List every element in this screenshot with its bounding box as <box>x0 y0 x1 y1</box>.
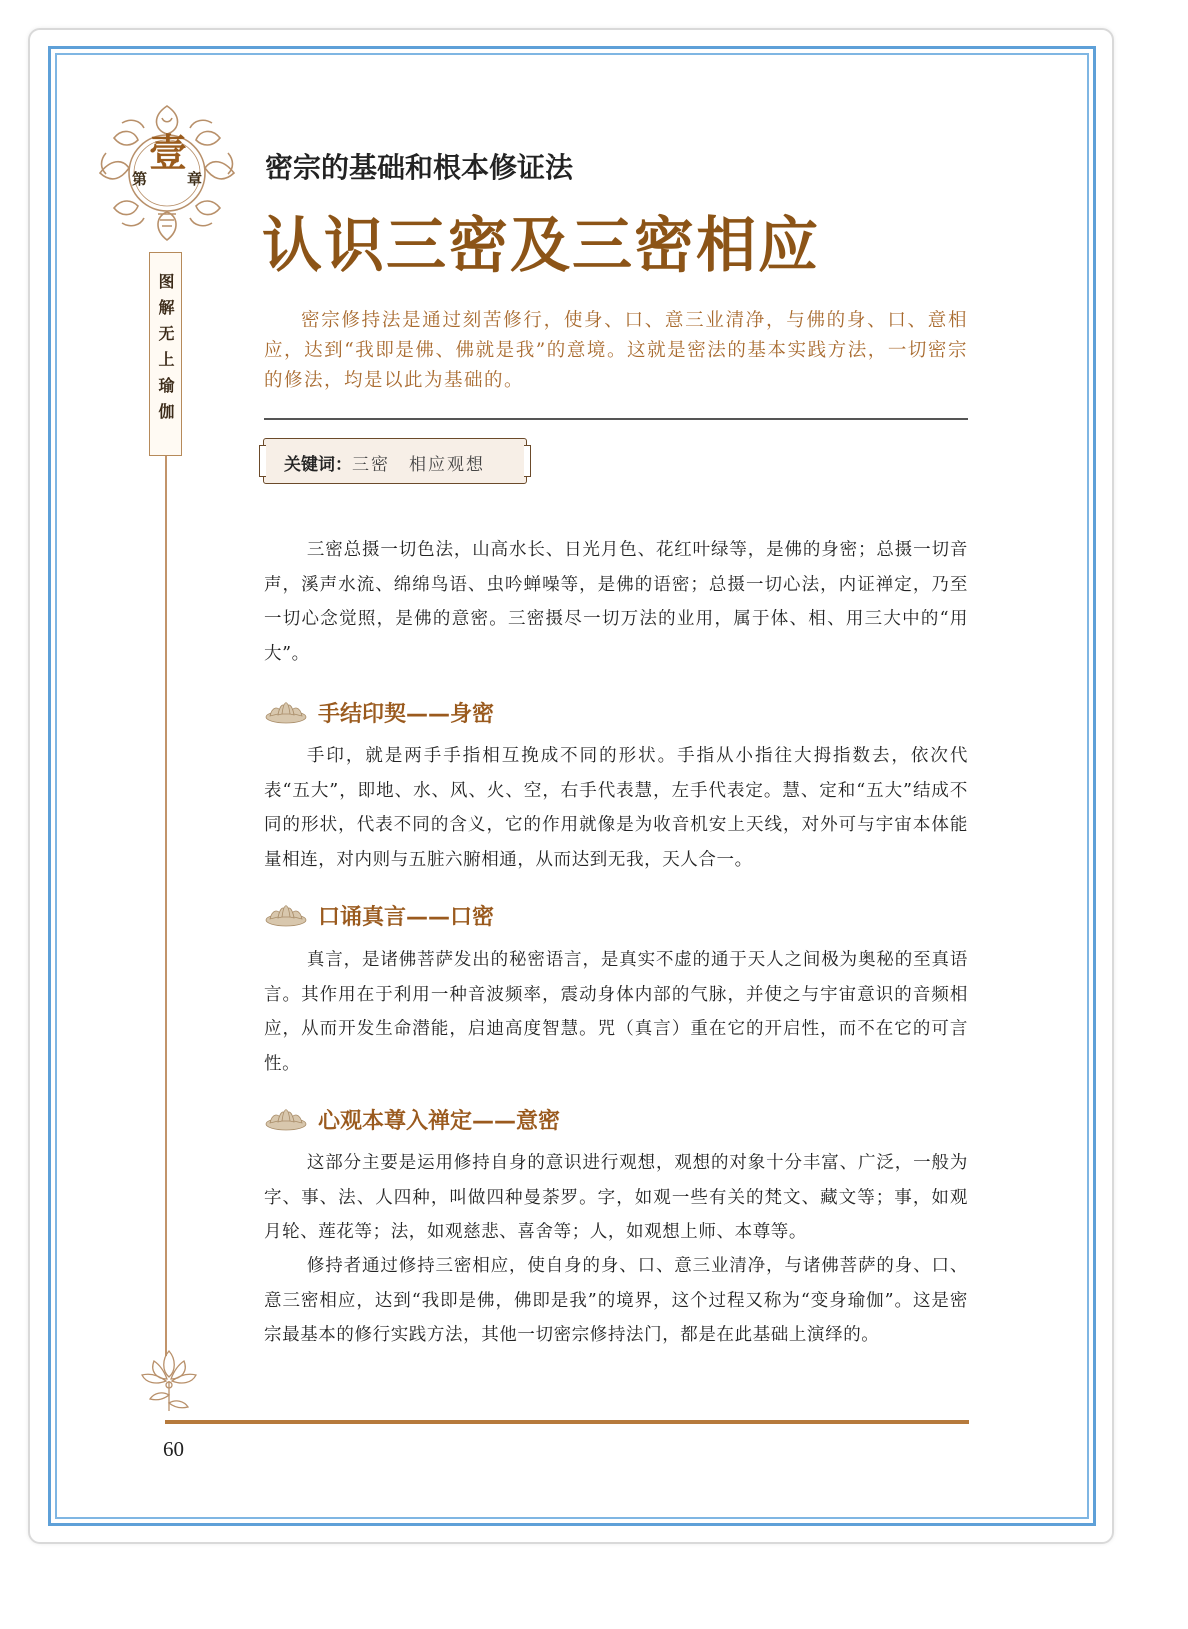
section-heading-text: 口诵真言——口密 <box>318 904 495 930</box>
lotus-bullet-icon <box>264 697 308 727</box>
lotus-bullet-icon <box>264 900 308 930</box>
sidebar-vertical-rule <box>165 456 167 1356</box>
section-heading <box>264 694 494 730</box>
section-paragraph: 修持者通过修持三密相应，使自身的身、口、意三业清净，与诸佛菩萨的身、口、意三密相应，达到“我即是佛，佛即是我”的境界，这个过程又称为“变身瑜伽”。这是密宗最基本的修行实践方法，其他一切密宗修持法门，都是在此基础上演绎的。 <box>264 1256 968 1345</box>
chapter-number: 壹 <box>148 130 187 175</box>
section-heading <box>264 897 494 933</box>
page-title: 认识三密及三密相应 <box>262 211 820 281</box>
chapter-suffix: 章 <box>187 170 203 188</box>
footer-rule <box>165 1420 969 1424</box>
section-paragraph: 真言，是诸佛菩萨发出的秘密语言，是真实不虚的通于天人之间极为奥秘的至真语言。其作用在于利用一种音波频率，震动身体内部的气脉，并使之与宇宙意识的音频相应，从而开发生命潜能，启迪高度智慧。咒（真言）重在它的开启性，而不在它的可言性。 <box>264 950 968 1074</box>
series-title-box <box>149 252 182 456</box>
intro-divider <box>264 418 968 420</box>
section-paragraph: 这部分主要是运用修持自身的意识进行观想，观想的对象十分丰富、广泛，一般为字、事、法、人四种，叫做四种曼荼罗。字，如观一些有关的梵文、藏文等；事，如观月轮、莲花等；法，如观慈悲、喜舍等；人，如观想上师、本尊等。 <box>264 1153 968 1242</box>
page-number: 60 <box>163 1437 184 1461</box>
keyword-box <box>263 438 527 484</box>
opening-paragraph: 三密总摄一切色法，山高水长、日光月色、花红叶绿等，是佛的身密；总摄一切音声，溪声水流、绵绵鸟语、虫吟蝉噪等，是佛的语密；总摄一切心法，内证禅定，乃至一切心念觉照，是佛的意密。三密摄尽一切万法的业用，属于体、相、用三大中的“用大”。 <box>264 540 968 664</box>
section-paragraph: 手印，就是两手手指相互挽成不同的形状。手指从小指往大拇指数去，依次代表“五大”，即地、水、风、火、空，右手代表慧，左手代表定。慧、定和“五大”结成不同的形状，代表不同的含义，它的作用就像是为收音机安上天线，对外可与宇宙本体能量相连，对内则与五脏六腑相通，从而达到无我，天人合一。 <box>264 746 968 870</box>
intro-paragraph: 密宗修持法是通过刻苦修行，使身、口、意三业清净，与佛的身、口、意相应，达到“我即是佛、佛就是我”的意境。这就是密法的基本实践方法，一切密宗的修法，均是以此为基础的。 <box>264 310 968 391</box>
section-heading <box>264 1101 560 1137</box>
chapter-prefix: 第 <box>132 170 148 188</box>
lotus-flower-ornament-icon <box>134 1345 204 1417</box>
lotus-bullet-icon <box>264 1104 308 1134</box>
page-subtitle: 密宗的基础和根本修证法 <box>265 151 574 184</box>
keyword-label: 关键词： <box>284 455 352 475</box>
series-title: 图解无上瑜伽 <box>156 273 175 429</box>
keyword-values: 三密 相应观想 <box>352 455 485 475</box>
section-heading-text: 心观本尊入禅定——意密 <box>318 1108 561 1134</box>
section-heading-text: 手结印契——身密 <box>318 701 495 727</box>
